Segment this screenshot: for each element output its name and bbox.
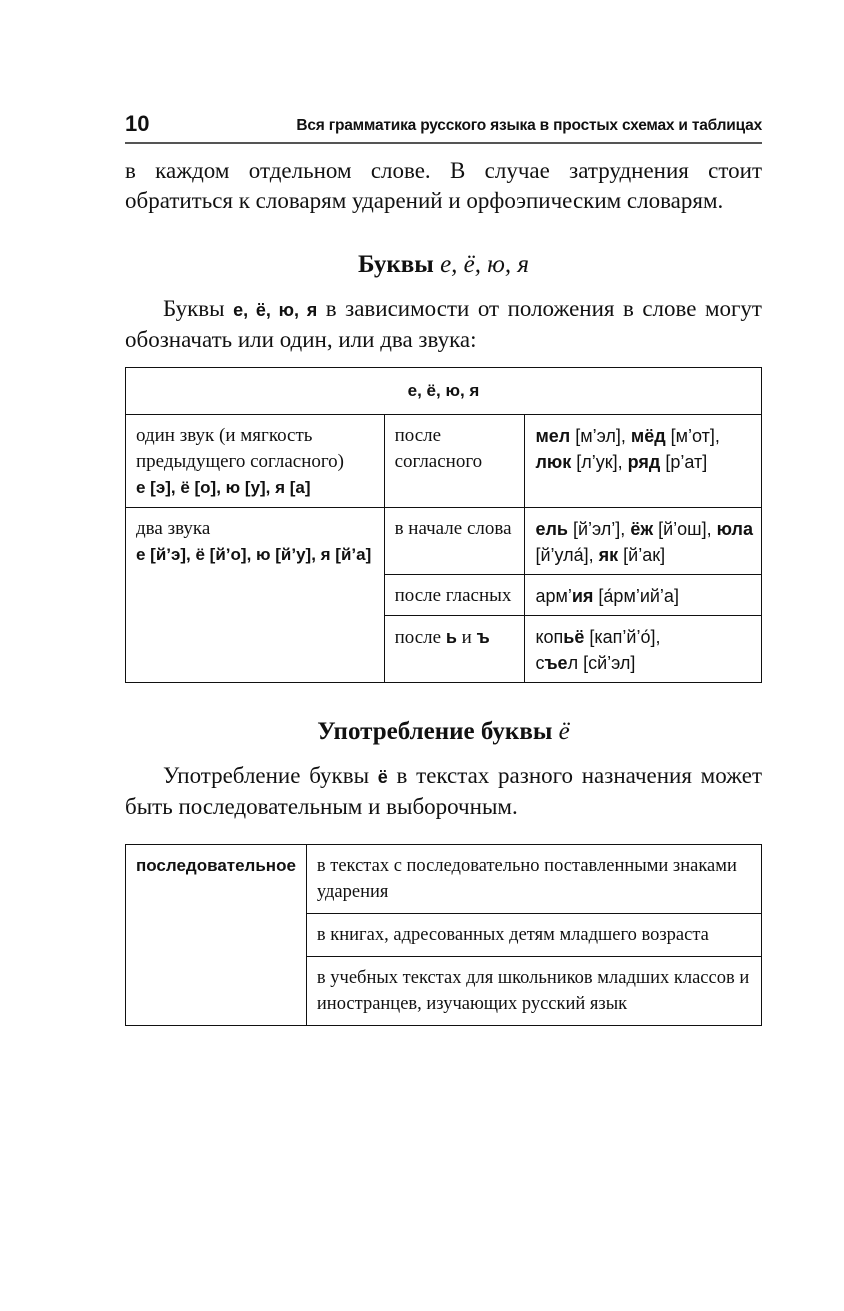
section-title-yo-letter: ё bbox=[558, 718, 570, 745]
example-transcription: [м’эл], bbox=[570, 426, 631, 446]
usage-label-cell: последовательное bbox=[126, 845, 307, 1026]
vowels-paragraph-end: в зависимости от положения в слове могут обозначать или один, или два звука: bbox=[125, 296, 762, 352]
example-transcription: л [сй’эл] bbox=[567, 653, 636, 673]
example-word-part: коп bbox=[535, 627, 564, 647]
soft-sign: ь bbox=[445, 627, 457, 647]
two-sounds-cell bbox=[126, 508, 385, 683]
example-transcription: [й’эл’], bbox=[567, 519, 631, 539]
two-sounds-mapping: е [й’э], ё [й’о], ю [й’у], я [й’а] bbox=[136, 545, 372, 564]
example-word: мёд bbox=[630, 426, 666, 446]
two-sounds-label: два звука bbox=[136, 518, 211, 539]
usage-item-cell: в текстах с последовательно поставленными знаками ударения bbox=[306, 845, 761, 914]
table-row bbox=[126, 508, 762, 575]
usage-item-cell: в книгах, адресованных детям младшего возраста bbox=[306, 914, 761, 957]
hard-sign: ъ bbox=[476, 627, 490, 647]
example-transcription: [р’ат] bbox=[660, 452, 708, 472]
section-title-yo bbox=[125, 717, 762, 747]
example-transcription: [м’от], bbox=[665, 426, 720, 446]
example-word: ряд bbox=[627, 452, 661, 472]
example-word: мел bbox=[535, 426, 571, 446]
example-cell bbox=[525, 508, 762, 575]
example-word: ёж bbox=[630, 519, 654, 539]
example-word: люк bbox=[535, 452, 572, 472]
running-header bbox=[125, 112, 762, 144]
section-title-vowels-text: Буквы bbox=[357, 251, 441, 278]
intro-paragraph: в каждом отдельном слове. В случае затруднения стоит обратиться к словарям ударений и орфоэпическим словарям. bbox=[125, 158, 762, 213]
table-row bbox=[126, 845, 762, 914]
one-sound-cell bbox=[126, 415, 385, 508]
table-header-cell: е, ё, ю, я bbox=[126, 368, 762, 415]
example-transcription: [кап’й’о́], bbox=[584, 627, 661, 647]
yo-paragraph-end: в текстах разного назначения может быть последовательным и выборочным. bbox=[125, 763, 763, 819]
vowels-paragraph bbox=[125, 294, 762, 355]
section-title-vowels bbox=[125, 250, 762, 280]
example-word-bold: ъе bbox=[544, 653, 568, 673]
yo-usage-table bbox=[125, 844, 762, 1026]
position-cell: после гласных bbox=[384, 575, 525, 616]
example-word: ель bbox=[535, 519, 568, 539]
yo-paragraph-letter: ё bbox=[377, 767, 388, 787]
example-cell bbox=[525, 616, 762, 683]
page-number: 10 bbox=[125, 111, 150, 136]
running-title: Вся грамматика русского языка в простых схемах и таблицах bbox=[296, 117, 762, 134]
example-word: як bbox=[598, 545, 619, 565]
one-sound-mapping: е [э], ё [о], ю [у], я [а] bbox=[136, 478, 311, 497]
vowels-paragraph-start: Буквы bbox=[163, 296, 234, 321]
yo-paragraph-start: Употребление буквы bbox=[163, 763, 378, 788]
example-word-bold: ьё bbox=[563, 627, 585, 647]
position-cell bbox=[384, 616, 525, 683]
section-title-yo-text: Употребление буквы bbox=[317, 718, 559, 745]
section-title-vowels-letters: е, ё, ю, я bbox=[440, 251, 530, 278]
example-word-part: арм’ bbox=[535, 586, 572, 606]
example-transcription: [л’ук], bbox=[571, 452, 628, 472]
example-word-bold: ия bbox=[571, 586, 594, 606]
example-transcription: [й’ак] bbox=[618, 545, 666, 565]
vowels-table bbox=[125, 367, 762, 683]
example-transcription: [й’ула́], bbox=[535, 545, 599, 565]
example-cell bbox=[525, 575, 762, 616]
position-text: после bbox=[394, 627, 446, 648]
one-sound-label: один звук (и мягкость предыдущего согласного) bbox=[136, 425, 345, 472]
table-row bbox=[126, 415, 762, 508]
example-word: юла bbox=[716, 519, 753, 539]
example-word-part: с bbox=[535, 653, 545, 673]
usage-item-cell: в учебных текстах для школьников младших классов и иностранцев, изучающих русский язык bbox=[306, 957, 761, 1026]
table-header-row bbox=[126, 368, 762, 415]
yo-paragraph bbox=[125, 761, 762, 822]
example-transcription: [й’ош], bbox=[653, 519, 717, 539]
position-cell: в начале слова bbox=[384, 508, 525, 575]
book-page bbox=[125, 112, 762, 1026]
position-cell: после согласного bbox=[384, 415, 525, 508]
example-transcription: [а́рм’ий’а] bbox=[593, 586, 679, 606]
vowels-paragraph-letters: е, ё, ю, я bbox=[233, 300, 318, 320]
position-text: и bbox=[456, 627, 477, 648]
example-cell bbox=[525, 415, 762, 508]
